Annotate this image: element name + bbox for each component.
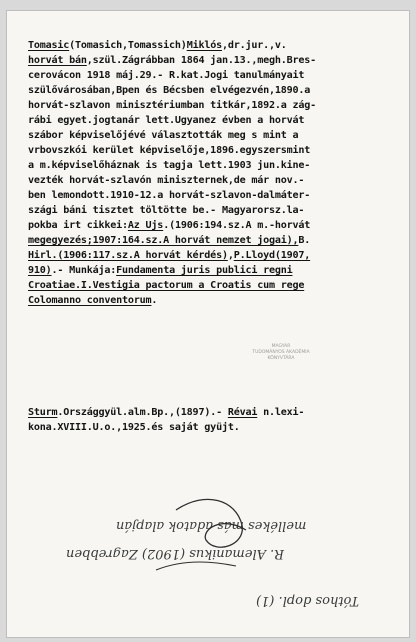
text-segment: 910) — [28, 265, 52, 276]
text-segment: kona.XVIII.U.o.,1925.és saját gyüjt. — [28, 422, 240, 433]
text-segment: Colomanno conventorum — [28, 295, 152, 306]
pen-scribble — [6, 10, 410, 638]
text-segment: Az Ujs — [127, 220, 164, 231]
text-segment: .(1906:194.sz.A m.-horvát — [163, 220, 311, 231]
text-segment: rábi egyet.jogtanár lett.Ugyanez évben a horvát — [28, 115, 305, 126]
text-segment: .- Munkája: — [51, 265, 117, 276]
text-segment: Miklós — [186, 40, 222, 51]
text-segment: Sturm — [28, 407, 58, 418]
stamp-line: KÖNYVTÁRA — [267, 356, 295, 361]
text-segment: P.Lloyd(1907, — [233, 250, 311, 261]
text-segment: Fundamenta juris publici regni — [116, 265, 293, 276]
text-segment: vezték horvát-szlavón miniszternek,de már nov.- — [28, 175, 305, 186]
text-segment: pokba irt cikkei: — [28, 220, 128, 231]
text-segment: megegyezés;1907:164.sz.A horvát nemzet jogai), — [28, 235, 299, 246]
text-segment: vrbovszkói kerület képviselője,1896.egyszersmint — [28, 145, 311, 156]
text-segment: ben lemondott.1910-12.a horvát-szlavon-dalmáter- — [28, 190, 311, 201]
text-segment: horvát-szlavon minisztériumban titkár,1892.a zág- — [28, 100, 316, 111]
text-segment: Croatiae.I.Vestigia pactorum a Croatis cum rege — [28, 280, 305, 291]
stamp-line: TUDOMÁNYOS AKADÉMIA — [252, 350, 310, 355]
catalog-card — [6, 10, 410, 638]
text-segment: szábor képviselőjévé választották meg s mint a — [28, 130, 299, 141]
text-segment: horvát bán — [28, 55, 87, 66]
text-segment: a m.képviselőháznak is tagja lett.1903 jun.kine- — [28, 160, 311, 171]
text-segment: B. — [298, 235, 311, 246]
handwritten-note-1: mellékes más adatok alapján — [116, 518, 307, 533]
text-segment: ,dr.jur.,v. — [221, 40, 287, 51]
text-segment: (Tomasich,Tomassich) — [69, 40, 187, 51]
text-segment: ,szül.Zágrábban 1864 jan.13.,megh.Bres- — [86, 55, 316, 66]
text-segment: . — [151, 295, 158, 306]
handwritten-note-2: R. Alemanikus (1902) Zagrebben — [66, 546, 285, 561]
text-segment: szági báni tisztet töltötte be.- Magyarorsz.la- — [28, 205, 305, 216]
stamp-line: MAGYAR — [271, 344, 291, 349]
text-segment: szülővárosában,Bpen és Bécsben elvégezvén,1890.a — [28, 85, 311, 96]
text-segment: Tomasic — [28, 40, 70, 51]
text-segment: n.lexi- — [257, 407, 305, 418]
text-segment: Révai — [227, 407, 258, 418]
text-segment: , — [227, 250, 234, 261]
handwritten-note-3: Tóthos dopl. (1) — [256, 593, 360, 608]
text-segment: .Országgyül.alm.Bp.,(1897).- — [57, 407, 228, 418]
text-segment: cerovácon 1918 máj.29.- R.kat.Jogi tanulmányait — [28, 70, 305, 81]
text-segment: Hirl.(1906:117.sz.A horvát kérdés) — [28, 250, 228, 261]
